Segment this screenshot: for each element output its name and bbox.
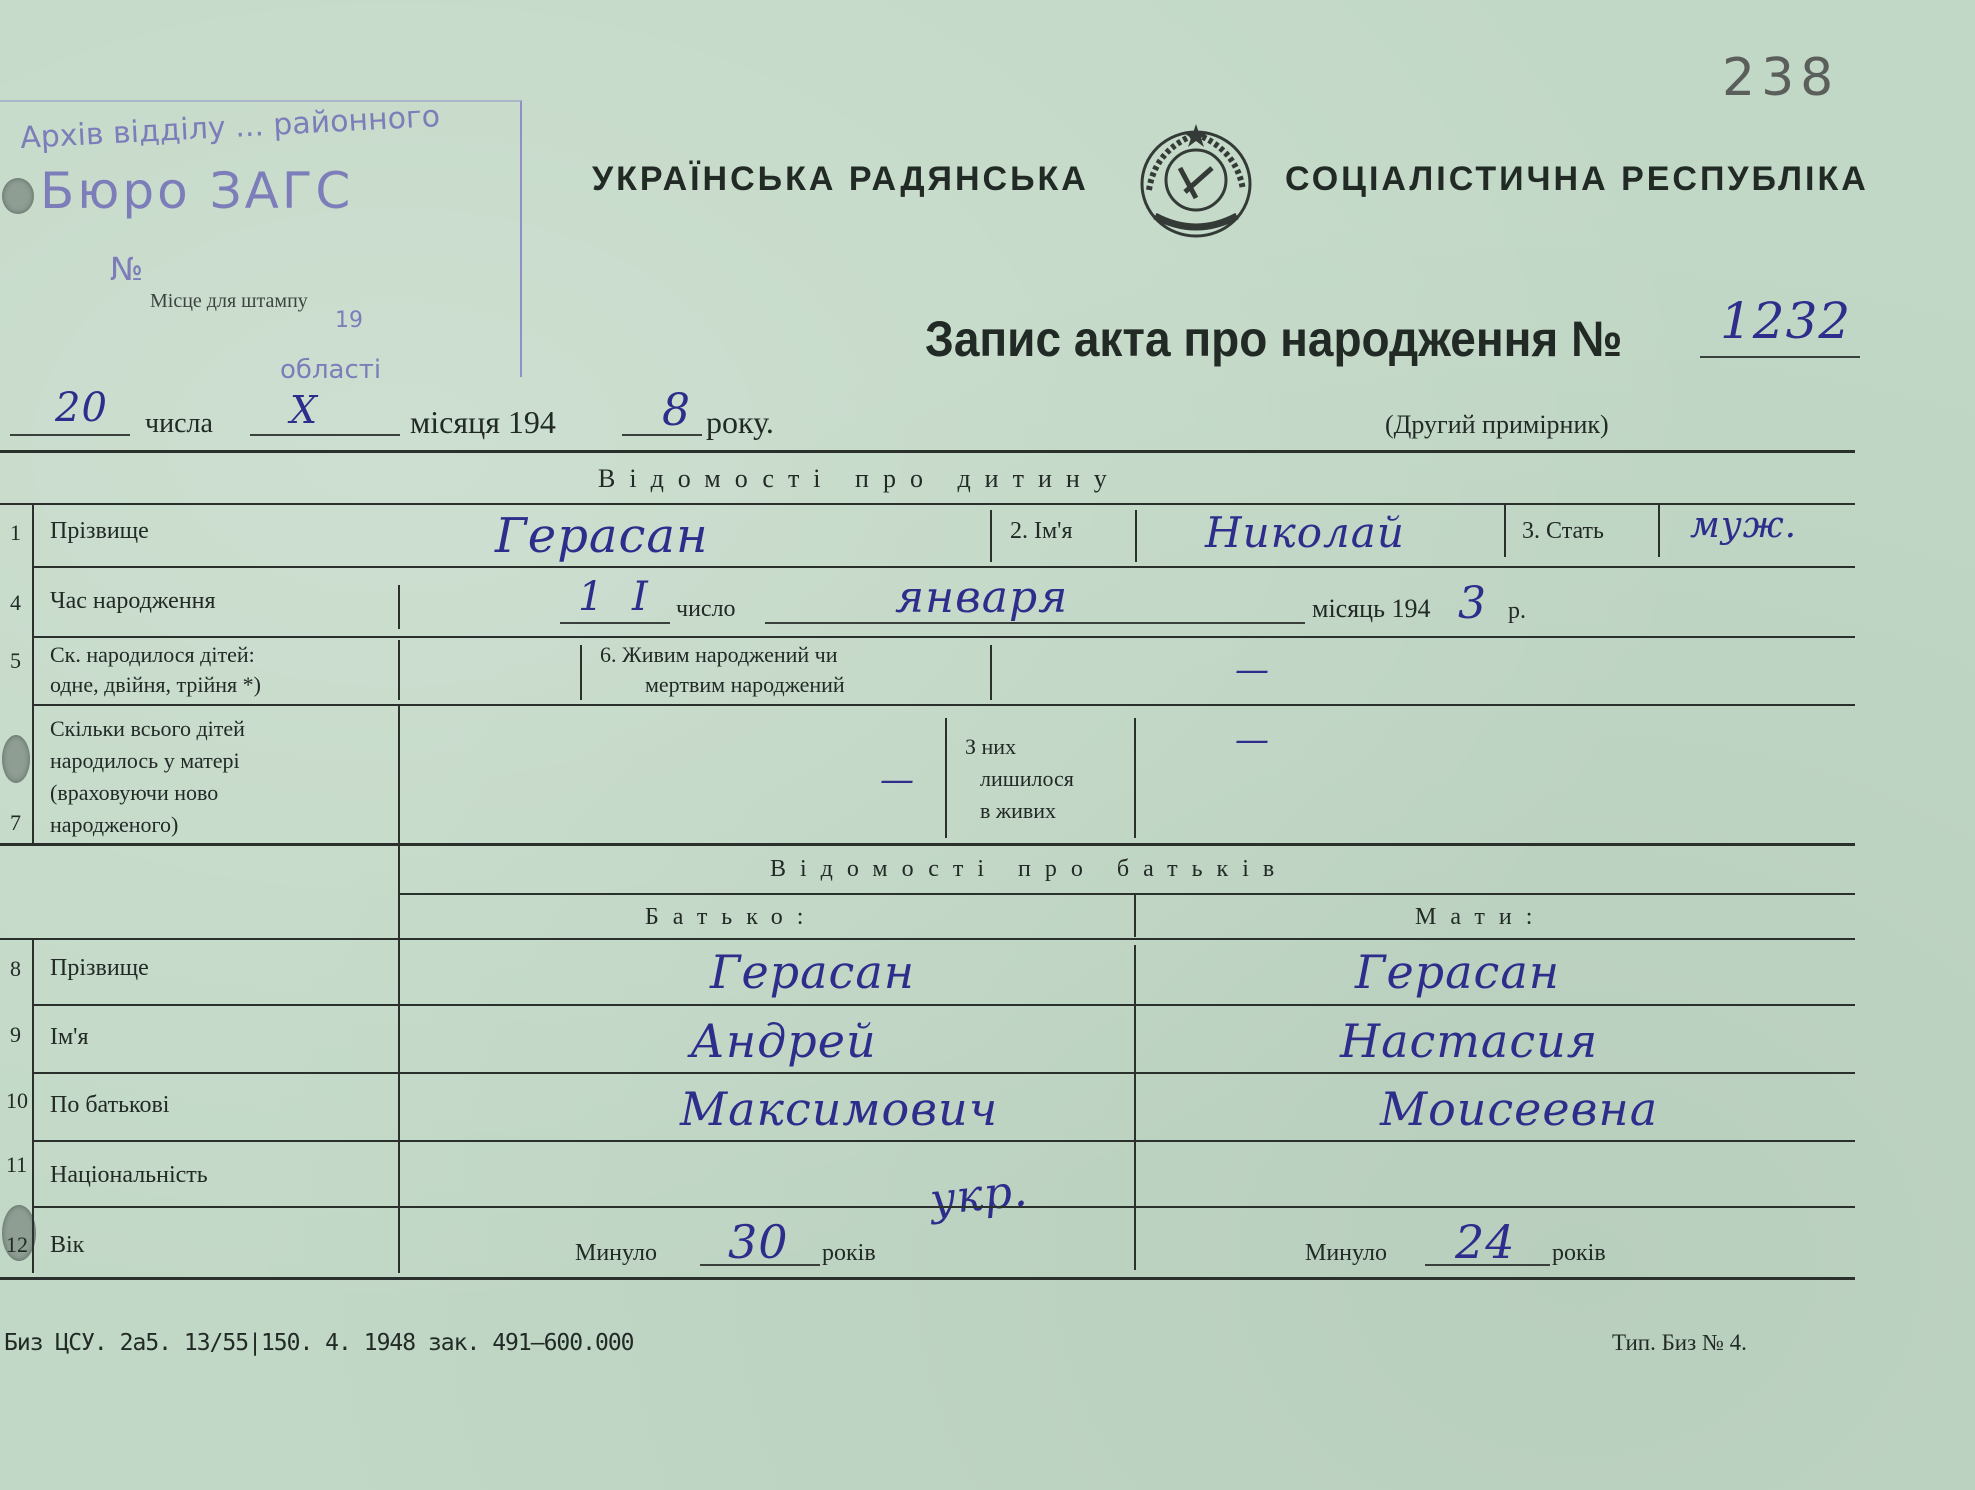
header-left: УКРАЇНСЬКА РАДЯНСЬКА: [592, 160, 1089, 198]
date-month-underline: [250, 434, 400, 436]
mother-surname: Герасан: [1355, 945, 1561, 999]
total-children-label-1: Скільки всього дітей: [50, 716, 245, 741]
state-emblem-icon: [1135, 120, 1257, 242]
stamp-line3: №: [110, 250, 144, 288]
row-number: 10: [6, 1088, 28, 1113]
child-surname: Герасан: [495, 508, 709, 564]
record-number: 1232: [1720, 292, 1852, 350]
birth-year: 3: [1458, 578, 1487, 629]
mother-name: Настасия: [1340, 1014, 1599, 1068]
total-children-label-3: (враховуючи ново: [50, 780, 219, 805]
father-heading: Батько:: [645, 904, 818, 930]
date-day-underline: [10, 434, 130, 436]
total-children-label-2: народилось у матері: [50, 748, 240, 773]
survived-label-2: лишилося: [980, 766, 1074, 791]
date-year: 8: [662, 385, 691, 436]
row-number: 8: [10, 956, 21, 981]
birth-day-label: число: [676, 596, 736, 622]
header-right: СОЦІАЛІСТИЧНА РЕСПУБЛІКА: [1285, 160, 1869, 198]
child-sex-label: 3. Стать: [1522, 518, 1604, 544]
stamp-region: області: [280, 355, 382, 385]
punch-hole: [2, 735, 30, 783]
child-section-heading: Відомості про дитину: [598, 464, 1121, 493]
row-number: 9: [10, 1022, 21, 1047]
birth-month: января: [895, 572, 1069, 623]
child-surname-label: Прізвище: [50, 518, 149, 544]
alive-born-value: —: [1235, 650, 1270, 690]
father-nationality: укр.: [927, 1165, 1031, 1226]
mother-age: 24: [1455, 1215, 1516, 1269]
stamp-year: 19: [335, 308, 363, 333]
parent-patronymic-label: По батькові: [50, 1092, 170, 1118]
parent-nationality-label: Національність: [50, 1162, 208, 1188]
record-title: Запис акта про народження №: [925, 311, 1623, 367]
footer-left: Биз ЦСУ. 2а5. 13/55|150. 4. 1948 зак. 491—600.000: [4, 1330, 634, 1356]
stamp-line2: Бюро ЗАГС: [40, 162, 354, 220]
children-born-label-2: одне, двійня, трійня *): [50, 672, 261, 697]
row-number: 1: [10, 520, 21, 545]
total-children-label-4: народженого): [50, 812, 179, 837]
row-number: 7: [10, 810, 21, 835]
date-year-underline: [622, 434, 702, 436]
birth-year-label: р.: [1508, 598, 1526, 624]
date-year-label: року.: [706, 404, 774, 440]
birth-day: 1: [578, 574, 605, 620]
father-age: 30: [728, 1215, 789, 1269]
birth-month-label: місяць 194: [1312, 594, 1431, 623]
parent-age-label: Вік: [50, 1232, 85, 1258]
row-number: 4: [10, 590, 21, 615]
alive-born-label-2: мертвим народжений: [645, 672, 845, 697]
child-name-label: 2. Ім'я: [1010, 518, 1073, 544]
child-name: Николай: [1205, 508, 1405, 557]
survived-value: —: [1235, 720, 1270, 760]
record-number-underline: [1700, 356, 1860, 358]
archive-number: 238: [1722, 48, 1840, 108]
parents-section-heading: Відомості про батьків: [770, 856, 1289, 882]
row-number: 5: [10, 648, 21, 673]
birth-time-label: Час народження: [50, 588, 216, 614]
footer-right: Тип. Биз № 4.: [1612, 1330, 1747, 1355]
father-surname: Герасан: [710, 945, 916, 999]
date-month: X: [290, 388, 319, 432]
total-children-value: —: [880, 760, 915, 800]
mother-patronymic: Моисеевна: [1380, 1082, 1659, 1136]
children-born-label-1: Ск. народилося дітей:: [50, 642, 255, 667]
parent-name-label: Ім'я: [50, 1024, 89, 1050]
row-number: 11: [6, 1152, 28, 1177]
mother-passed-label: Минуло: [1305, 1240, 1387, 1266]
survived-label-3: в живих: [980, 798, 1057, 823]
birth-day-roman: I: [632, 574, 649, 620]
stamp-line1: Архів відділу ... районного: [19, 99, 441, 156]
father-years-label: років: [822, 1240, 876, 1266]
alive-born-label-1: 6. Живим народжений чи: [600, 642, 838, 667]
copy-note: (Другий примірник): [1385, 410, 1609, 439]
father-patronymic: Максимович: [680, 1082, 999, 1136]
child-sex: муж.: [1690, 505, 1798, 546]
parent-surname-label: Прізвище: [50, 955, 149, 981]
mother-heading: Мати:: [1415, 904, 1547, 930]
father-passed-label: Минуло: [575, 1240, 657, 1266]
mother-years-label: років: [1552, 1240, 1606, 1266]
date-day-label: числа: [145, 408, 213, 439]
date-day: 20: [55, 385, 108, 431]
date-month-label: місяця 194: [410, 404, 556, 440]
father-name: Андрей: [690, 1014, 877, 1068]
survived-label-1: З них: [965, 734, 1017, 759]
place-for-stamp-label: Місце для штампу: [150, 290, 308, 312]
row-number: 12: [6, 1232, 28, 1257]
